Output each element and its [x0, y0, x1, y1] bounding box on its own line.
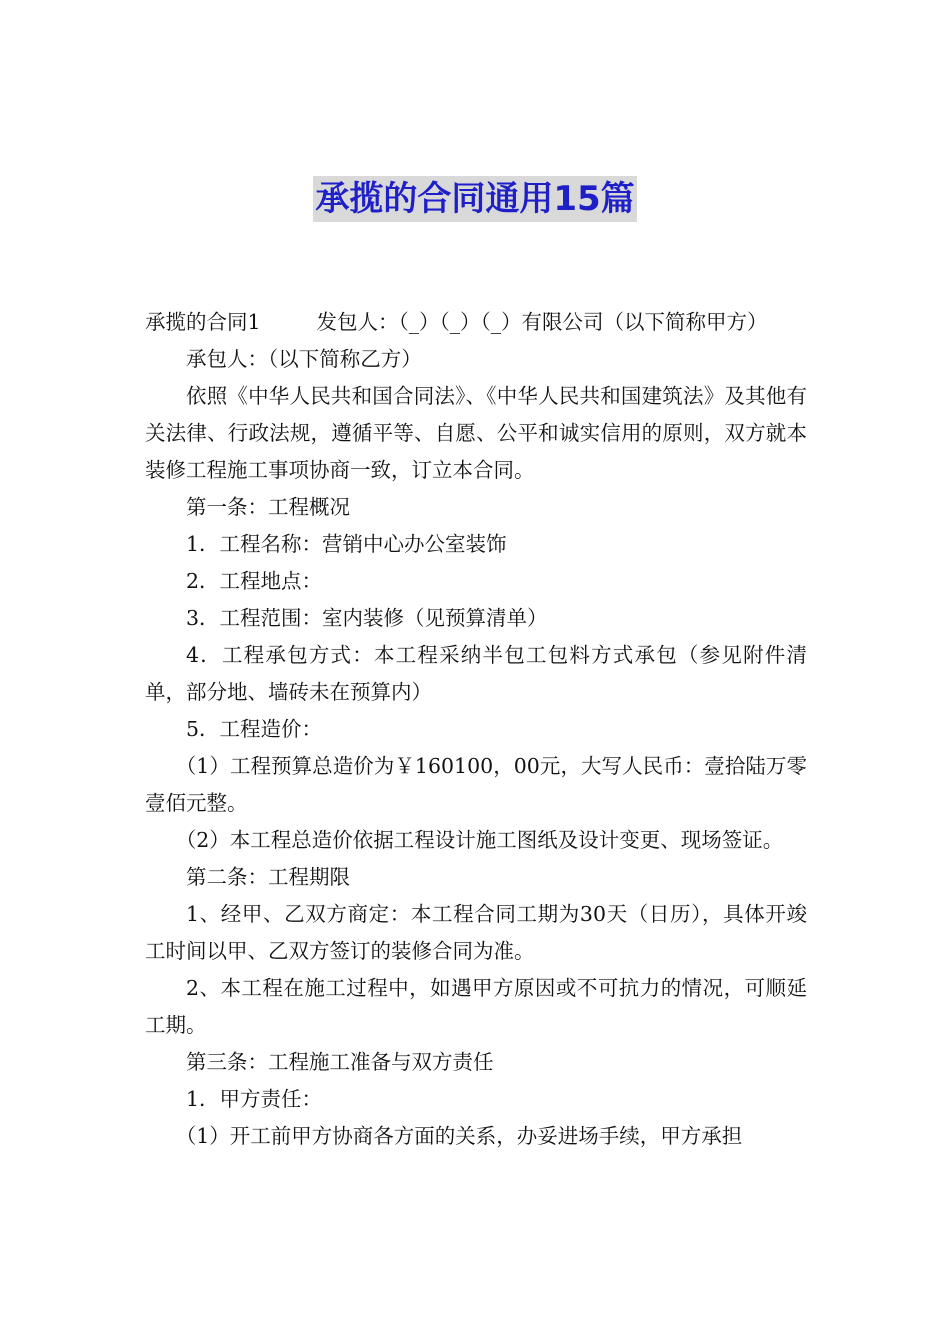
title-wrap: [0, 176, 950, 222]
paragraph: 1、经甲、乙双方商定：本工程合同工期为30天（日历），具体开竣工时间以甲、乙双方签订的装修合同为准。: [145, 902, 807, 963]
first-paragraph: [145, 304, 807, 341]
paragraph: 5．工程造价：: [186, 717, 323, 741]
first-paragraph-rest: 发包人：（_）（_）（_）有限公司（以下简称甲方）: [316, 310, 768, 334]
paragraph: 第三条：工程施工准备与双方责任: [186, 1050, 494, 1074]
paragraph: 1．工程名称：营销中心办公室装饰: [186, 532, 507, 556]
document-title: 承揽的合同通用15篇: [313, 176, 636, 222]
paragraph: （1）开工前甲方协商各方面的关系，办妥进场手续，甲方承担: [175, 1124, 743, 1148]
paragraph: 承包人：（以下简称乙方）: [186, 347, 422, 371]
paragraph: 4．工程承包方式：本工程采纳半包工包料方式承包（参见附件清单，部分地、墙砖未在预算内）: [145, 643, 807, 704]
paragraph: （1）工程预算总造价为￥160100，00元，大写人民币：壹拾陆万零壹佰元整。: [145, 754, 807, 815]
paragraph: 依照《中华人民共和国合同法》、《中华人民共和国建筑法》及其他有关法律、行政法规，遵循平等、自愿、公平和诚实信用的原则，双方就本装修工程施工事项协商一致，订立本合同。: [145, 384, 807, 482]
paragraph: （2）本工程总造价依据工程设计施工图纸及设计变更、现场签证。: [175, 828, 784, 852]
first-paragraph-lead: 承揽的合同1: [145, 310, 261, 334]
paragraph: 3．工程范围：室内装修（见预算清单）: [186, 606, 548, 630]
paragraph: 2、本工程在施工过程中，如遇甲方原因或不可抗力的情况，可顺延工期。: [145, 976, 807, 1037]
paragraph: 第一条：工程概况: [186, 495, 350, 519]
document-body: [145, 304, 807, 1155]
paragraph: 2．工程地点：: [186, 569, 323, 593]
paragraph: 1．甲方责任：: [186, 1087, 323, 1111]
paragraph: 第二条：工程期限: [186, 865, 350, 889]
